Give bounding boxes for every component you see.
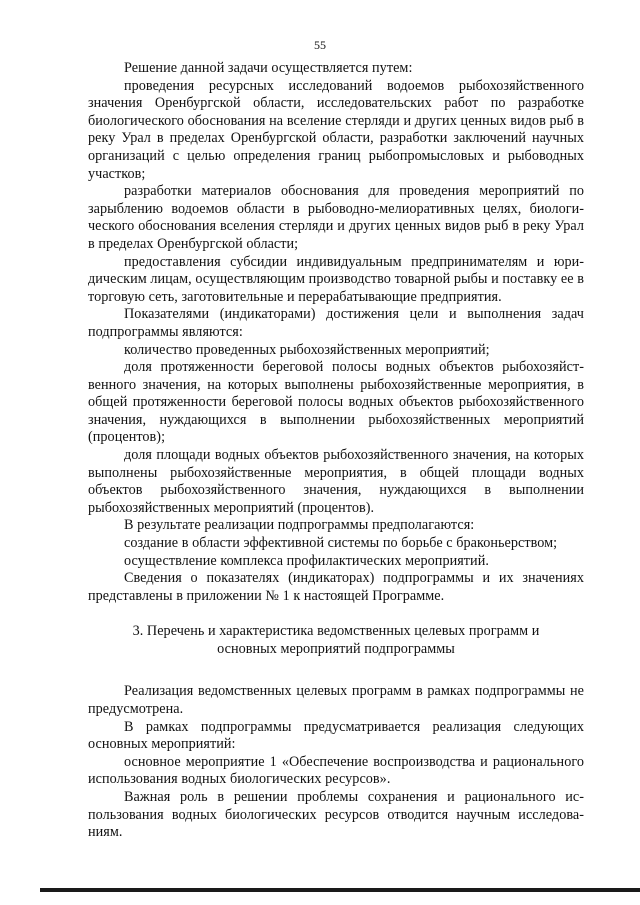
paragraph: основное мероприятие 1 «Обеспечение воспроизводства и рационального использования водных биологических ресурсов». bbox=[88, 753, 584, 788]
paragraph: создание в области эффективной системы по борьбе с браконьерством; bbox=[124, 535, 558, 552]
paragraph: предоставления субсидии индивидуальным предпринимателям и юридическим лицам, осуществляющим производство товарной рыбы и поставку ее в торговую сеть, заготовительные и перерабатывающие предприятия. bbox=[88, 253, 584, 305]
bottom-scan-border bbox=[40, 888, 640, 892]
paragraph: Решение данной задачи осуществляется путем: bbox=[124, 60, 413, 76]
paragraph: В рамках подпрограммы предусматривается реализация следующих основных мероприятий: bbox=[88, 718, 584, 753]
paragraph: Сведения о показателях (индикаторах) подпрограммы и их значениях представлены в приложении № 1 к настоящей Программе. bbox=[88, 570, 584, 604]
section-heading-line-2: основных мероприятий подпрограммы bbox=[217, 641, 455, 658]
paragraph: Важная роль в решении проблемы сохранения и рационального использования водных биологических ресурсов отводится научным исследованиям. bbox=[88, 788, 584, 841]
paragraph: Реализация ведомственных целевых программ в рамках подпрограммы не предусмотрена. bbox=[88, 683, 584, 717]
section-heading-line-1: 3. Перечень и характеристика ведомственных целевых программ и bbox=[132, 623, 540, 640]
paragraph: В результате реализации подпрограммы предполагаются: bbox=[124, 517, 475, 534]
paragraph: проведения ресурсных исследований водоемов рыбохозяйственного значения Оренбургской области, исследовательских работ по разработке биологического обоснования на вселение стерляди и других ценных видов рыб в реку Урал в пределах Оренбургской области, разработки заключений научных организаций с целью определения границ рыбопромысловых и рыбоводных участков; bbox=[88, 77, 584, 182]
page-number: 55 bbox=[314, 38, 326, 52]
paragraph: Показателями (индикаторами) достижения цели и выполнения задач подпрограммы являются: bbox=[88, 306, 584, 340]
paragraph: доля площади водных объектов рыбохозяйственного значения, на которых выполнены рыбохозяйственные мероприятия, в общей площади водных объектов рыбохозяйственного значения, нуждающихся в выполнении рыбохозяйственных мероприятий (процентов). bbox=[88, 447, 584, 516]
paragraph: осуществление комплекса профилактических мероприятий. bbox=[124, 552, 489, 569]
paragraph: количество проведенных рыбохозяйственных мероприятий; bbox=[124, 341, 490, 358]
section-heading bbox=[88, 622, 584, 658]
page-body bbox=[88, 60, 584, 842]
paragraph: разработки материалов обоснования для проведения мероприятий по зарыблению водоемов области в рыбоводно-мелиоративных целях, биологического обоснования вселения стерляди и других ценных видов рыб в реку Урал в пределах Оренбургской области; bbox=[88, 183, 584, 252]
paragraph: доля протяженности береговой полосы водных объектов рыбохозяйственного значения, на которых выполнены рыбохозяйственные мероприятия, в общей протяженности береговой полосы водных объектов рыбохозяйственного значения, нуждающихся в выполнении рыбохозяйственных мероприятий (процентов); bbox=[88, 359, 584, 446]
